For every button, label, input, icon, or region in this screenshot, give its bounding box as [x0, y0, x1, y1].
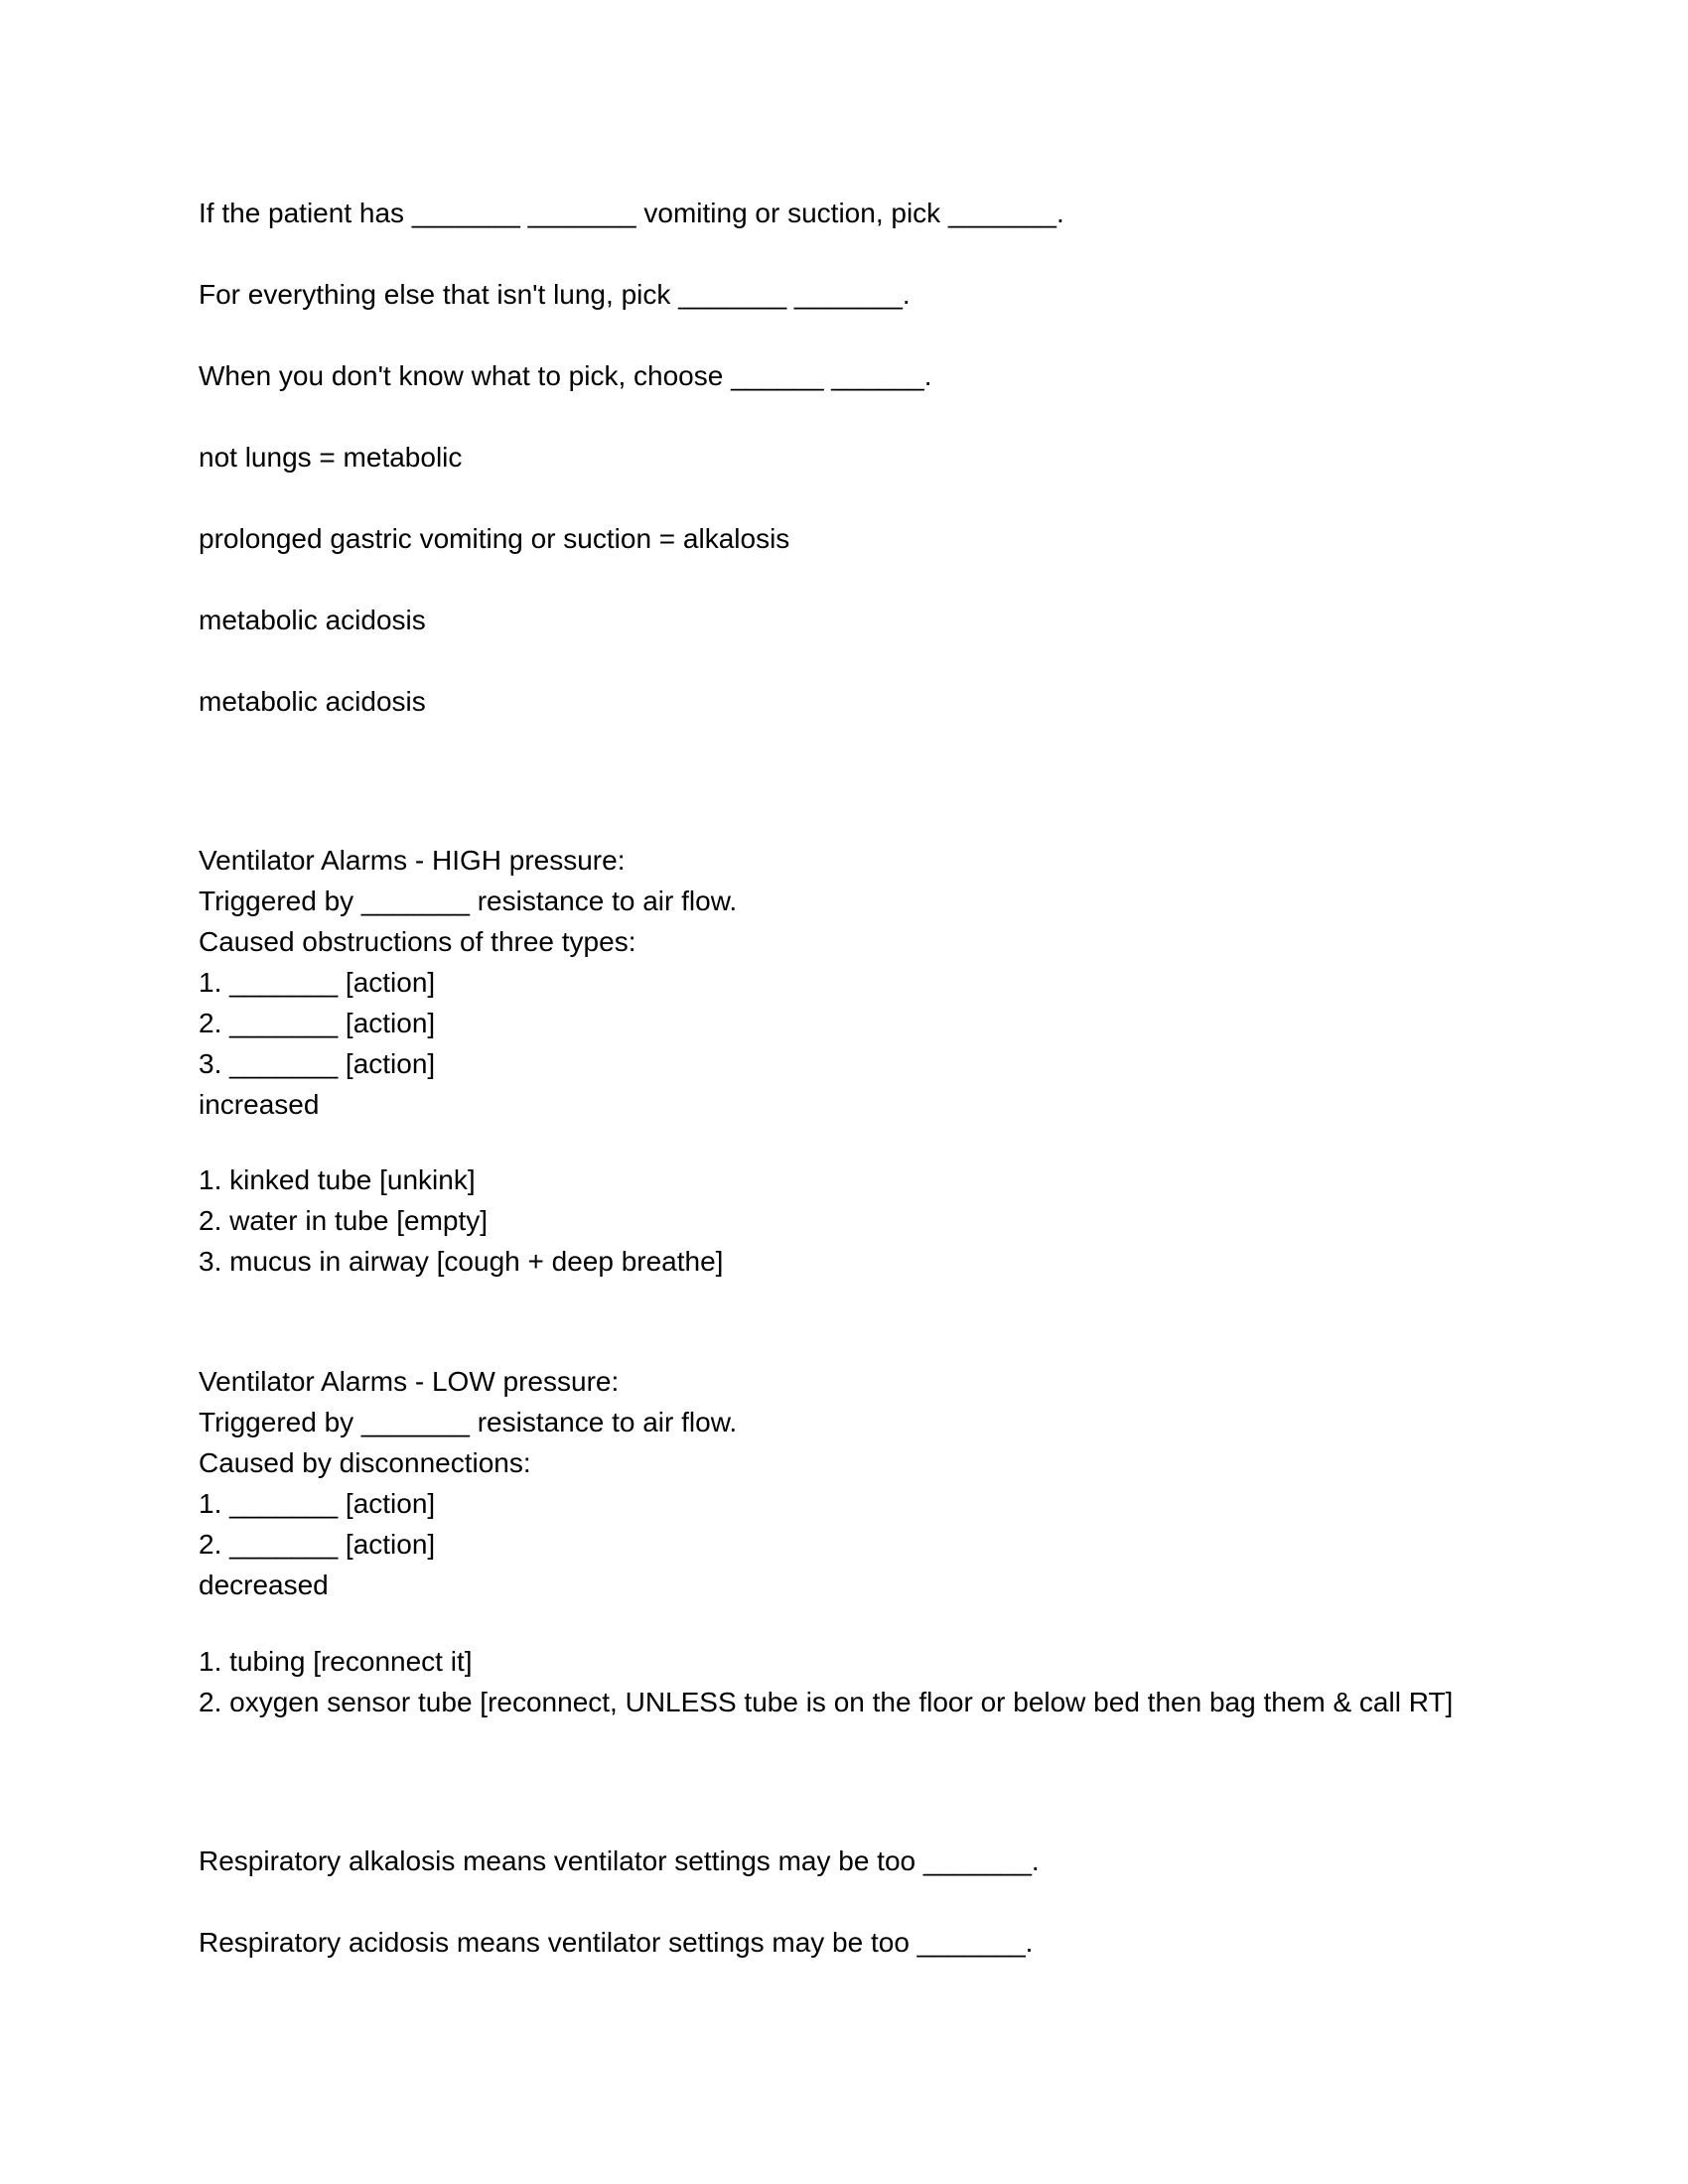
text-line: Respiratory alkalosis means ventilator settings may be too _______. [199, 1845, 1040, 1876]
text-line: Ventilator Alarms - LOW pressure: [199, 1366, 620, 1397]
paragraph-answer-metabolic-acidosis-2 [199, 681, 1489, 722]
text-line: decreased [199, 1570, 329, 1600]
text-line: 3. mucus in airway [cough + deep breathe] [199, 1246, 724, 1277]
text-line: Caused by disconnections: [199, 1447, 531, 1478]
text-line: When you don't know what to pick, choose ______ ______. [199, 360, 932, 391]
text-line: prolonged gastric vomiting or suction = alkalosis [199, 523, 790, 554]
text-line: not lungs = metabolic [199, 442, 463, 473]
text-line: 1. tubing [reconnect it] [199, 1646, 473, 1677]
text-line: Caused obstructions of three types: [199, 926, 636, 957]
text-line: For everything else that isn't lung, pick _______ _______. [199, 279, 911, 310]
paragraph-ventilator-high-pressure-card [199, 840, 1489, 1125]
paragraph-ventilator-low-pressure-answers [199, 1641, 1489, 1722]
text-line: 2. _______ [action] [199, 1008, 436, 1038]
paragraph-respiratory-alkalosis-statement [199, 1841, 1489, 1881]
text-line: 2. water in tube [empty] [199, 1205, 489, 1236]
paragraph-respiratory-acidosis-statement [199, 1922, 1489, 1963]
text-line: Triggered by _______ resistance to air flow. [199, 1407, 738, 1437]
text-line: increased [199, 1089, 320, 1120]
text-line: 3. _______ [action] [199, 1048, 436, 1079]
paragraph-answer-metabolic-acidosis-1 [199, 600, 1489, 640]
text-line: If the patient has _______ _______ vomiting or suction, pick _______. [199, 198, 1064, 228]
paragraph-acid-base-rule-not-lung [199, 274, 1489, 315]
text-line: metabolic acidosis [199, 605, 426, 635]
paragraph-answer-prolonged-gastric [199, 518, 1489, 559]
text-line: 2. _______ [action] [199, 1529, 436, 1560]
paragraph-acid-base-rule-vomiting [199, 193, 1489, 233]
paragraph-answer-not-lungs [199, 437, 1489, 478]
paragraph-ventilator-low-pressure-card [199, 1361, 1489, 1605]
text-line: Ventilator Alarms - HIGH pressure: [199, 845, 626, 876]
text-line: 1. _______ [action] [199, 967, 436, 998]
text-line: Respiratory acidosis means ventilator settings may be too _______. [199, 1927, 1034, 1958]
text-line: 1. _______ [action] [199, 1488, 436, 1519]
text-line: 1. kinked tube [unkink] [199, 1164, 476, 1195]
text-line: 2. oxygen sensor tube [reconnect, UNLESS tube is on the floor or below bed then bag them & call RT] [199, 1687, 1454, 1717]
text-line: metabolic acidosis [199, 686, 426, 717]
paragraph-acid-base-rule-default [199, 355, 1489, 396]
text-line: Triggered by _______ resistance to air flow. [199, 886, 738, 916]
paragraph-ventilator-high-pressure-answers [199, 1160, 1489, 1282]
